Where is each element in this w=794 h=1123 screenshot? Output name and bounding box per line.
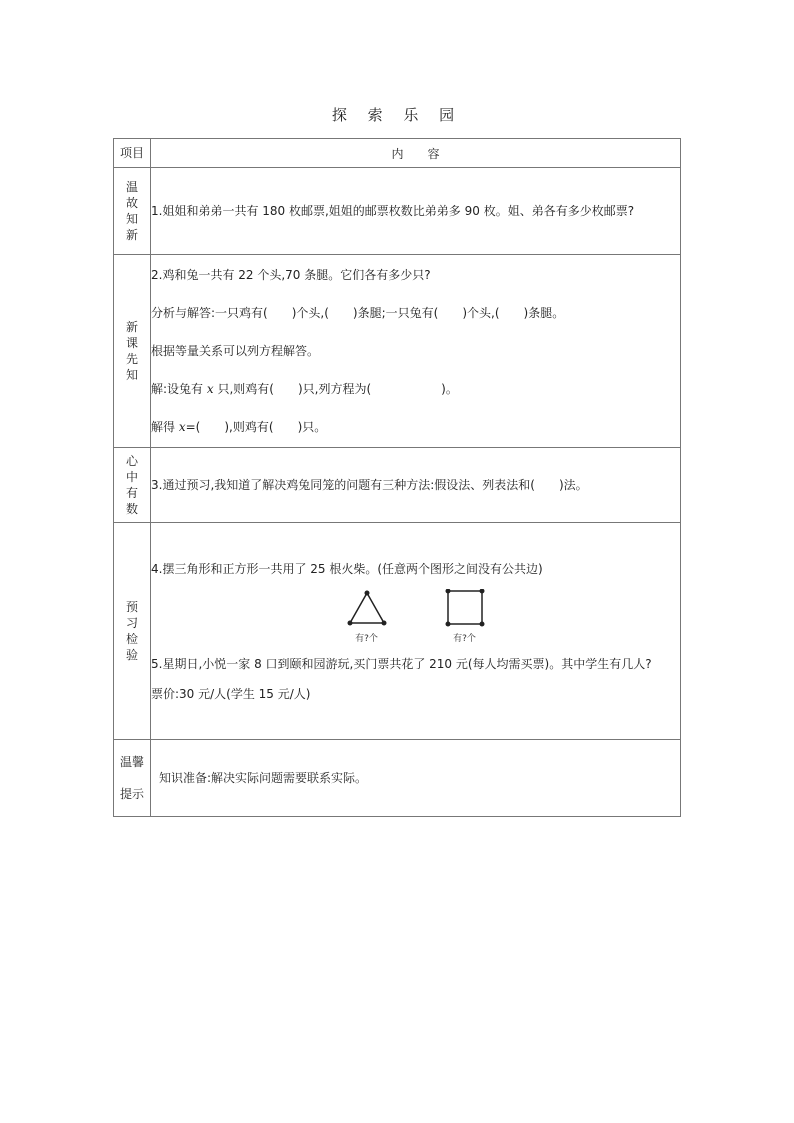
label-review: 温故知新 [114, 168, 151, 255]
square-figure [444, 589, 486, 644]
analysis-line: 分析与解答:一只鸡有( )个头,( )条腿;一只兔有( )个头,( )条腿。 [151, 306, 565, 320]
square-icon [444, 589, 486, 627]
content-review [151, 168, 681, 255]
equation-setup-line: 解:设兔有 x 只,则鸡有( )只,列方程为( )。 [151, 382, 458, 396]
label-knowing: 心中有数 [114, 448, 151, 523]
header-row [114, 139, 681, 168]
triangle-caption: 有?个 [355, 633, 378, 644]
ticket-price: 票价:30 元/人(学生 15 元/人) [151, 686, 311, 701]
header-content: 内 容 [151, 139, 681, 168]
row-tip [114, 740, 681, 817]
question-2: 2.鸡和兔一共有 22 个头,70 条腿。它们各有多少只? [151, 268, 431, 282]
figure-area [151, 589, 680, 644]
content-check [151, 523, 681, 740]
content-knowing [151, 448, 681, 523]
solve-line: 解得 x=( ),则鸡有( )只。 [151, 420, 327, 434]
row-knowing [114, 448, 681, 523]
row-check [114, 523, 681, 740]
question-5: 5.星期日,小悦一家 8 口到颐和园游玩,买门票共花了 210 元(每人均需买票)。其中学生有几人? [151, 656, 652, 671]
label-check: 预习检验 [114, 523, 151, 740]
page-title: 探 索 乐 园 [331, 106, 463, 124]
content-tip [151, 740, 681, 817]
row-review [114, 168, 681, 255]
question-1: 1.姐姐和弟弟一共有 180 枚邮票,姐姐的邮票枚数比弟弟多 90 枚。姐、弟各有多少枚邮票? [151, 204, 635, 218]
question-4: 4.摆三角形和正方形一共用了 25 根火柴。(任意两个图形之间没有公共边) [151, 561, 543, 576]
header-item: 项目 [114, 139, 151, 168]
triangle-figure [346, 589, 388, 644]
triangle-icon [346, 589, 388, 627]
content-preview [151, 255, 681, 448]
tip-text: 知识准备:解决实际问题需要联系实际。 [159, 771, 368, 785]
method-line: 根据等量关系可以列方程解答。 [151, 344, 320, 358]
worksheet-table [113, 138, 681, 817]
label-tip: 温馨 提示 [114, 740, 151, 817]
question-3: 3.通过预习,我知道了解决鸡兔同笼的问题有三种方法:假设法、列表法和( )法。 [151, 478, 588, 492]
square-caption: 有?个 [453, 633, 476, 644]
label-preview: 新课先知 [114, 255, 151, 448]
row-preview [114, 255, 681, 448]
